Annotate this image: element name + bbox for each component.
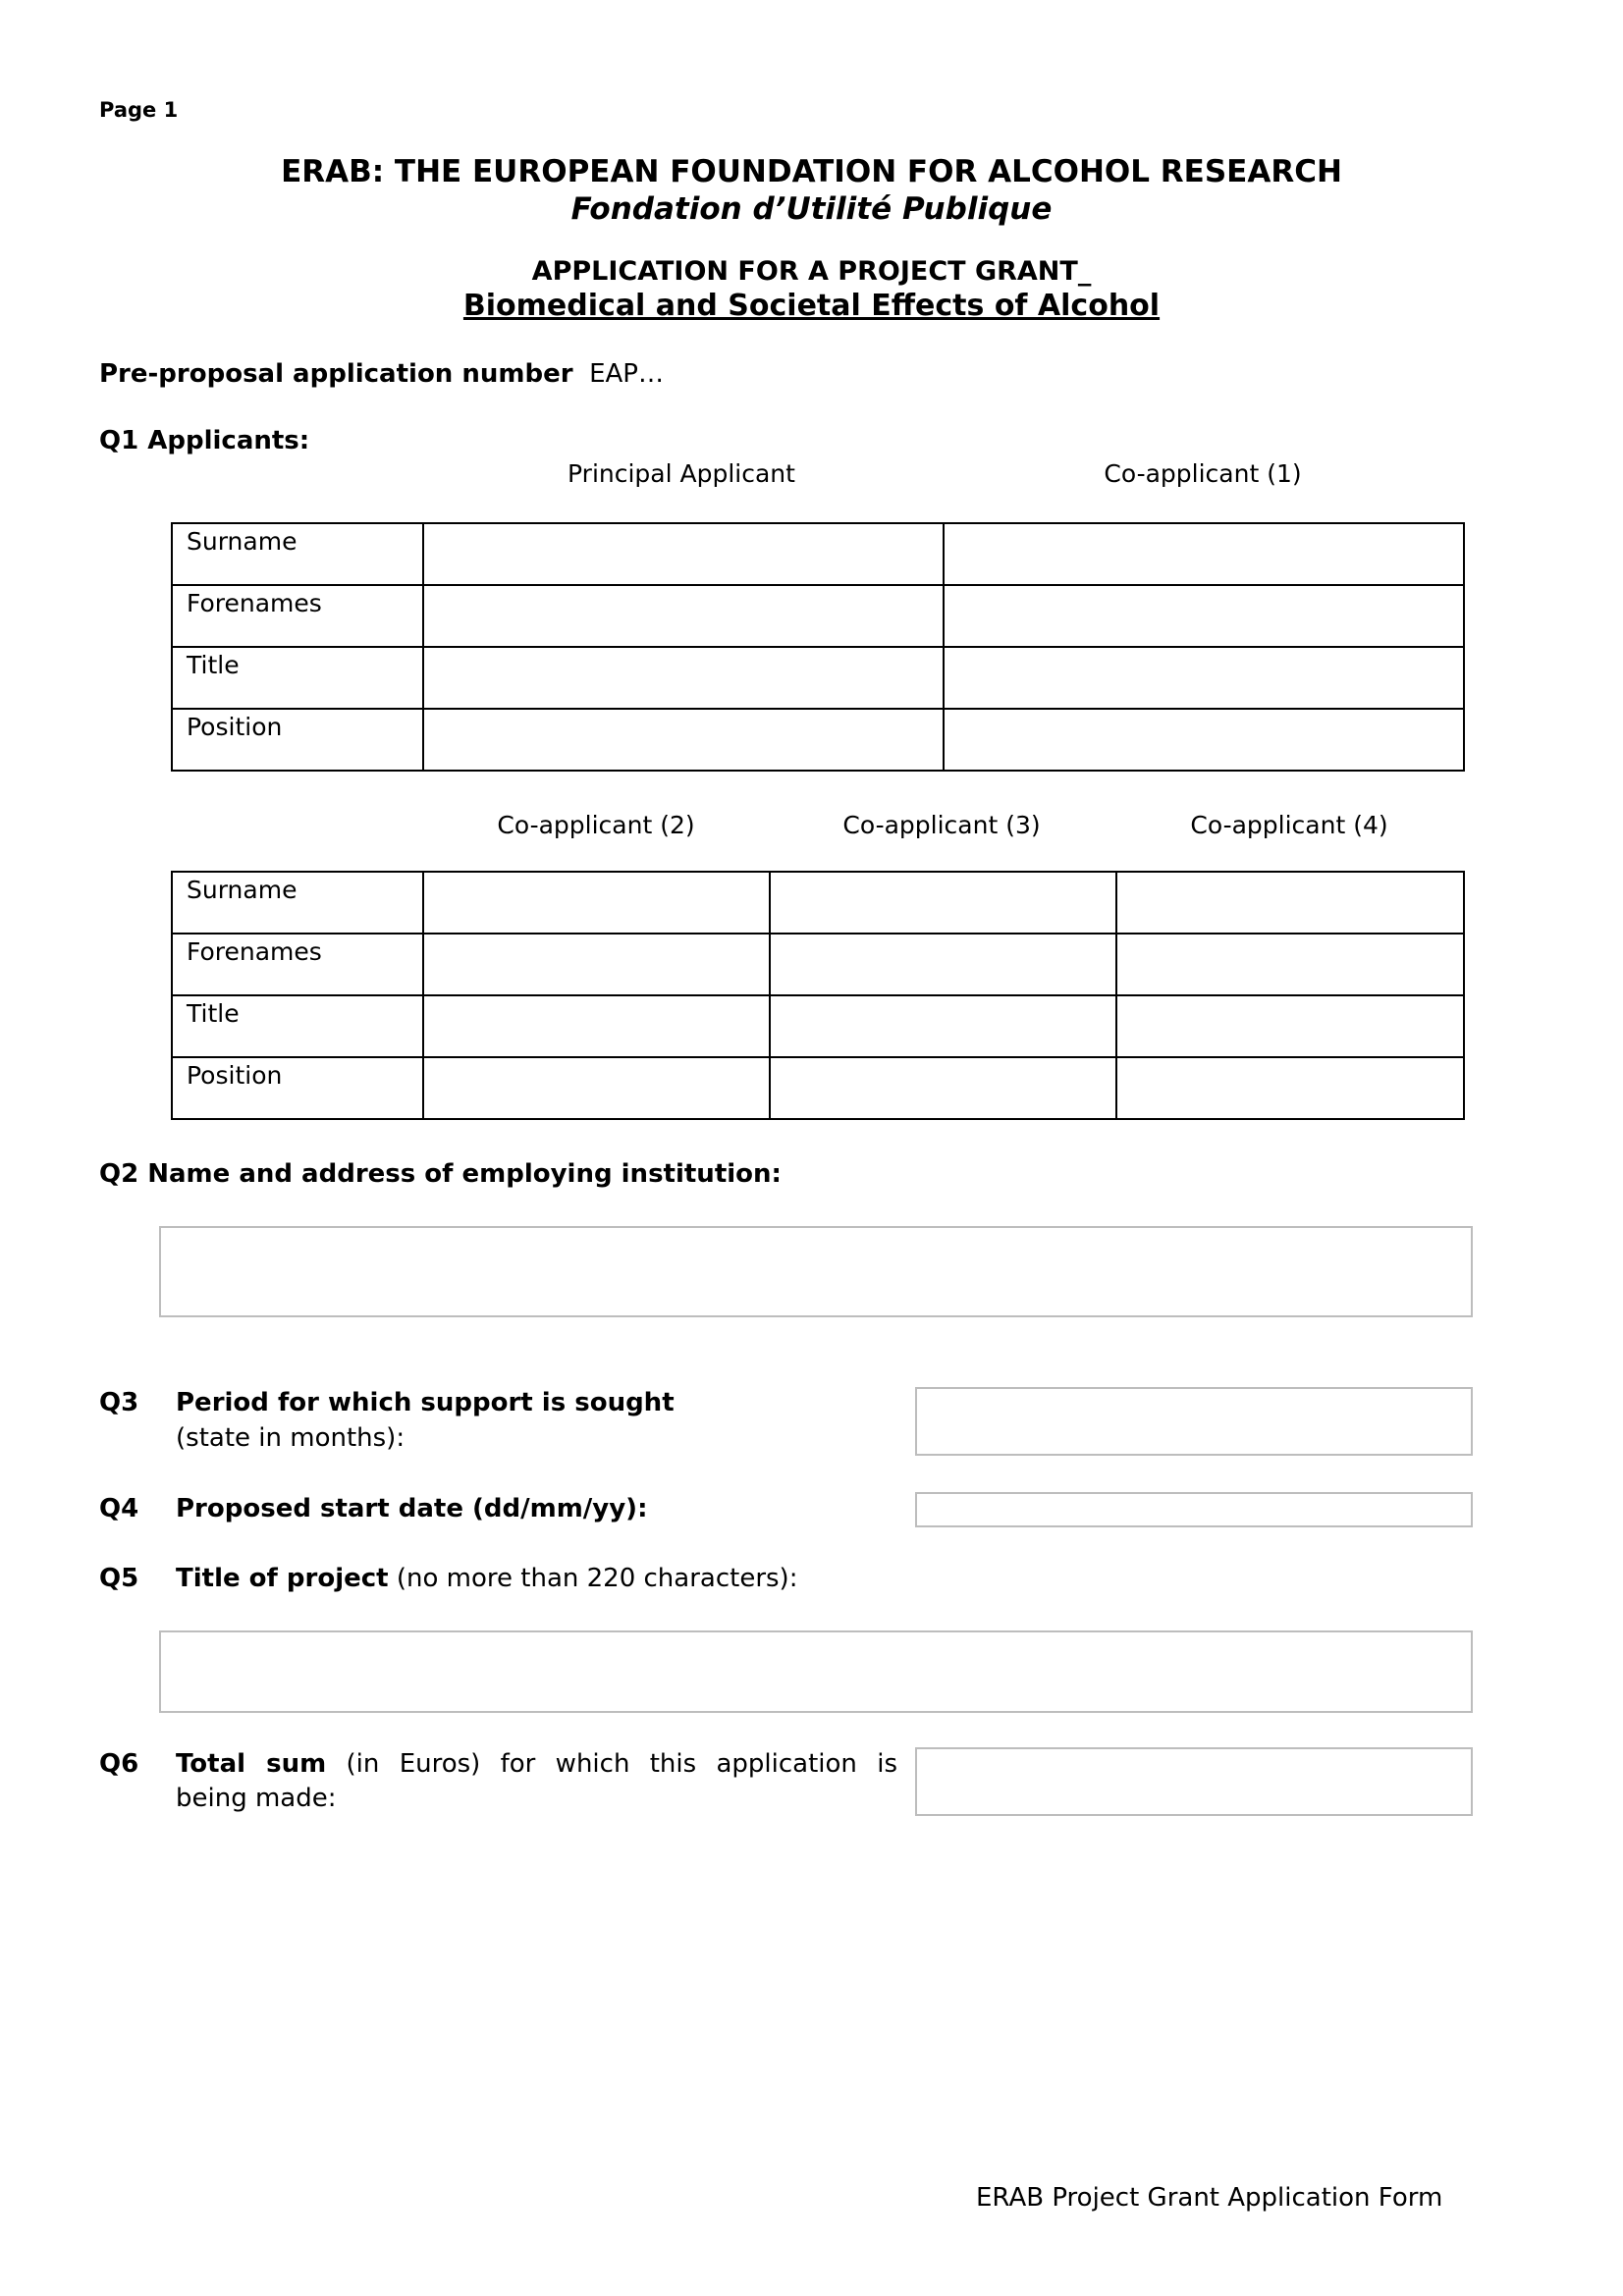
start-date-input[interactable] bbox=[915, 1492, 1473, 1527]
q4-label: Proposed start date (dd/mm/yy): bbox=[176, 1494, 648, 1523]
q6-text bbox=[176, 1749, 897, 1779]
col-header-principal: Principal Applicant bbox=[568, 459, 795, 488]
table-row bbox=[172, 1057, 1464, 1119]
col-header-coapplicant-1: Co-applicant (1) bbox=[1104, 459, 1302, 488]
coapplicant4-forenames-cell[interactable] bbox=[1116, 934, 1464, 995]
col-header-coapplicant-3: Co-applicant (3) bbox=[842, 811, 1041, 839]
coapplicant2-title-cell[interactable] bbox=[423, 995, 770, 1057]
applicants-table-2 bbox=[171, 871, 1465, 1120]
coapplicant3-position-cell[interactable] bbox=[770, 1057, 1116, 1119]
q3-note: (state in months): bbox=[176, 1423, 406, 1453]
preproposal-row bbox=[99, 359, 664, 389]
coapplicant2-position-cell[interactable] bbox=[423, 1057, 770, 1119]
row-label: Position bbox=[172, 709, 423, 771]
q4-number: Q4 bbox=[99, 1494, 139, 1523]
coapplicant4-surname-cell[interactable] bbox=[1116, 872, 1464, 934]
q6-number: Q6 bbox=[99, 1749, 139, 1779]
page-number: Page 1 bbox=[99, 98, 179, 122]
coapplicant2-surname-cell[interactable] bbox=[423, 872, 770, 934]
coapplicant4-title-cell[interactable] bbox=[1116, 995, 1464, 1057]
preproposal-value[interactable]: EAP… bbox=[589, 359, 664, 389]
coapplicant3-forenames-cell[interactable] bbox=[770, 934, 1116, 995]
total-sum-input[interactable] bbox=[915, 1747, 1473, 1816]
form-title: APPLICATION FOR A PROJECT GRANT_ bbox=[531, 256, 1092, 287]
preproposal-label: Pre-proposal application number bbox=[99, 359, 573, 389]
principal-position-cell[interactable] bbox=[423, 709, 944, 771]
row-label: Position bbox=[172, 1057, 423, 1119]
applicants-table-1 bbox=[171, 522, 1465, 772]
col-header-coapplicant-4: Co-applicant (4) bbox=[1190, 811, 1388, 839]
q5-label: Title of project bbox=[176, 1564, 389, 1593]
project-title-input[interactable] bbox=[159, 1630, 1473, 1713]
table-row bbox=[172, 995, 1464, 1057]
coapplicant2-forenames-cell[interactable] bbox=[423, 934, 770, 995]
q5-note: (no more than 220 characters): bbox=[396, 1564, 798, 1593]
table-row bbox=[172, 872, 1464, 934]
period-months-input[interactable] bbox=[915, 1387, 1473, 1456]
q3-number: Q3 bbox=[99, 1388, 139, 1417]
table-row bbox=[172, 523, 1464, 585]
q3-label: Period for which support is sought bbox=[176, 1388, 675, 1417]
q6-note: (in Euros) for which this application is bbox=[346, 1749, 897, 1779]
principal-forenames-cell[interactable] bbox=[423, 585, 944, 647]
org-title: ERAB: THE EUROPEAN FOUNDATION FOR ALCOHOL RESEARCH bbox=[281, 154, 1342, 189]
principal-surname-cell[interactable] bbox=[423, 523, 944, 585]
row-label: Forenames bbox=[172, 585, 423, 647]
table-row bbox=[172, 934, 1464, 995]
table-row bbox=[172, 647, 1464, 709]
q2-label: Q2 Name and address of employing institution: bbox=[99, 1159, 782, 1189]
coapplicant1-surname-cell[interactable] bbox=[944, 523, 1464, 585]
row-label: Surname bbox=[172, 523, 423, 585]
coapplicant4-position-cell[interactable] bbox=[1116, 1057, 1464, 1119]
org-subtitle: Fondation d’Utilité Publique bbox=[570, 191, 1053, 227]
coapplicant3-title-cell[interactable] bbox=[770, 995, 1116, 1057]
col-header-coapplicant-2: Co-applicant (2) bbox=[497, 811, 695, 839]
q5-row bbox=[99, 1564, 138, 1593]
table-row bbox=[172, 709, 1464, 771]
q6-label: Total sum bbox=[176, 1749, 327, 1779]
coapplicant1-position-cell[interactable] bbox=[944, 709, 1464, 771]
q5-text bbox=[176, 1564, 797, 1593]
coapplicant1-forenames-cell[interactable] bbox=[944, 585, 1464, 647]
q6-note-continued: being made: bbox=[176, 1784, 337, 1813]
form-subtitle: Biomedical and Societal Effects of Alcohol bbox=[462, 289, 1161, 323]
coapplicant3-surname-cell[interactable] bbox=[770, 872, 1116, 934]
row-label: Surname bbox=[172, 872, 423, 934]
row-label: Forenames bbox=[172, 934, 423, 995]
table-row bbox=[172, 585, 1464, 647]
principal-title-cell[interactable] bbox=[423, 647, 944, 709]
row-label: Title bbox=[172, 647, 423, 709]
footer-text: ERAB Project Grant Application Form bbox=[976, 2183, 1443, 2213]
q5-number: Q5 bbox=[99, 1564, 139, 1593]
row-label: Title bbox=[172, 995, 423, 1057]
institution-input[interactable] bbox=[159, 1226, 1473, 1317]
coapplicant1-title-cell[interactable] bbox=[944, 647, 1464, 709]
q1-label: Q1 Applicants: bbox=[99, 426, 310, 455]
